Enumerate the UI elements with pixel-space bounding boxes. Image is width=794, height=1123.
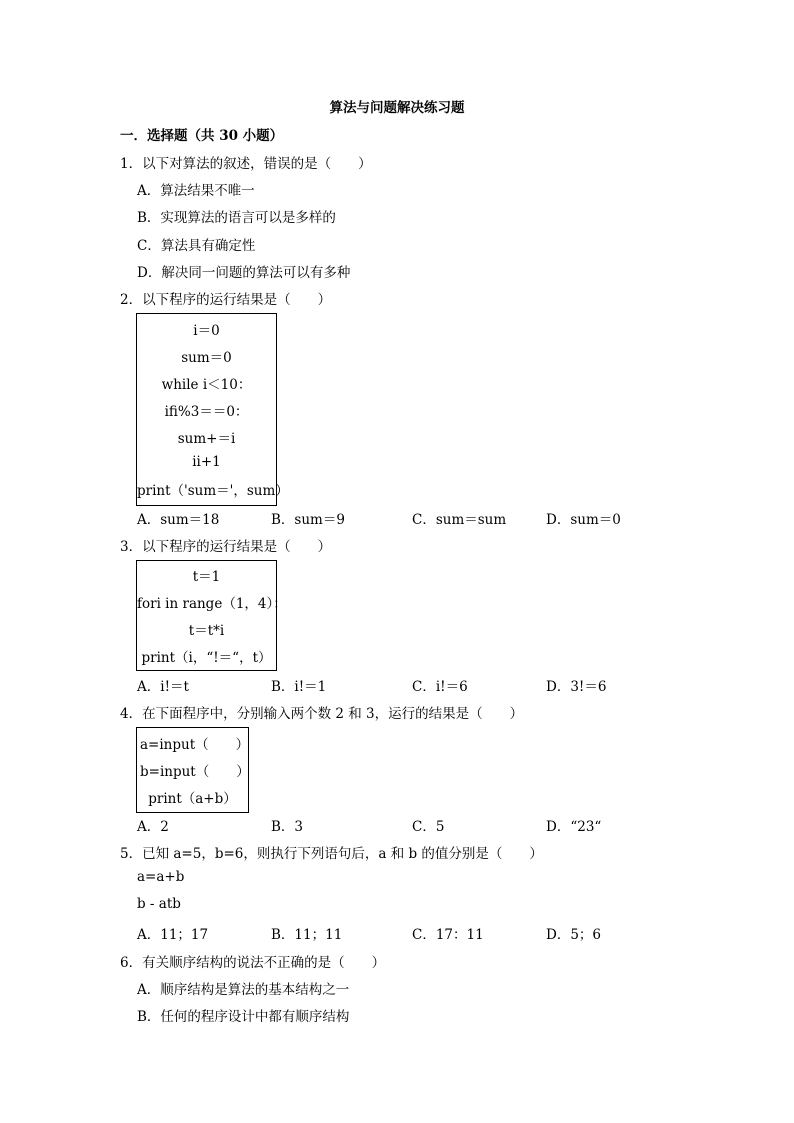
question-2-choice-c: C．sum＝sum <box>412 512 507 528</box>
question-3-choice-d: D．3!＝6 <box>546 679 607 695</box>
code-line: b=input（ ） <box>140 764 250 780</box>
code-line: print（'sum＝'，sum） <box>137 483 289 499</box>
question-2-choice-d: D．sum＝0 <box>546 512 621 528</box>
document-title: 算法与问题解决练习题 <box>329 100 465 116</box>
code-line: ifi%3＝＝0： <box>164 404 249 420</box>
question-3-choice-b: B．i!＝1 <box>271 679 327 695</box>
question-5-choice-b: B．11；11 <box>271 927 343 943</box>
question-1-option-d: D．解决同一问题的算法可以有多种 <box>137 265 351 281</box>
question-4-choices <box>137 815 697 833</box>
code-line: i＝0 <box>193 323 220 339</box>
question-4-choice-c: C．5 <box>412 819 445 835</box>
question-5-stem: 5．已知 a=5，b=6，则执行下列语句后，a 和 b 的值分别是（ ） <box>120 846 543 862</box>
question-3-choice-a: A．i!＝t <box>137 679 189 695</box>
code-line: sum＝0 <box>181 350 232 366</box>
question-5-choice-d: D．5；6 <box>546 927 602 943</box>
code-line: sum+＝i <box>177 431 236 447</box>
question-3-choice-c: C．i!＝6 <box>412 679 468 695</box>
code-line: t＝1 <box>192 569 221 585</box>
question-3-stem: 3．以下程序的运行结果是（ ） <box>120 539 332 555</box>
question-4-choice-d: D．“23“ <box>546 819 602 835</box>
code-line: a=input（ ） <box>140 737 250 753</box>
question-5-code-line-1: a=a+b <box>137 869 185 885</box>
question-6-option-b: B．任何的程序设计中都有顺序结构 <box>137 1009 350 1025</box>
question-1-option-b: B．实现算法的语言可以是多样的 <box>137 210 336 226</box>
question-2-choice-b: B．sum＝9 <box>271 512 345 528</box>
question-5-choice-a: A．11；17 <box>137 927 209 943</box>
code-line: t＝t*i <box>188 623 225 639</box>
question-3-choices <box>137 675 697 693</box>
question-2-choices <box>137 508 697 526</box>
question-2-choice-a: A．sum＝18 <box>137 512 220 528</box>
code-line: while i＜10： <box>161 377 252 393</box>
question-3-code-box <box>136 560 287 671</box>
question-2-code-box <box>136 313 289 506</box>
question-5-code-line-2: b - atb <box>137 896 181 912</box>
question-5-choices <box>137 923 697 941</box>
question-4-choice-b: B．3 <box>271 819 304 835</box>
question-1-option-c: C．算法具有确定性 <box>137 238 256 254</box>
question-5-choice-c: C．17：11 <box>412 927 484 943</box>
question-6-stem: 6．有关顺序结构的说法不正确的是（ ） <box>120 955 386 971</box>
code-line: print（a+b） <box>148 791 237 807</box>
question-4-choice-a: A．2 <box>137 819 169 835</box>
code-line: ii+1 <box>192 454 221 470</box>
question-4-code-box <box>136 727 249 813</box>
code-line: print（i，“!＝“，t） <box>141 650 272 666</box>
question-6-option-a: A．顺序结构是算法的基本结构之一 <box>137 982 350 998</box>
section-heading: 一．选择题（共 30 小题） <box>120 128 284 144</box>
question-2-stem: 2．以下程序的运行结果是（ ） <box>120 292 332 308</box>
question-1-stem: 1．以下对算法的叙述，错误的是（ ） <box>120 156 372 172</box>
question-4-stem: 4．在下面程序中，分别输入两个数 2 和 3，运行的结果是（ ） <box>120 706 524 722</box>
code-line: fori in range（1，4）： <box>137 596 287 612</box>
question-1-option-a: A．算法结果不唯一 <box>137 183 255 199</box>
